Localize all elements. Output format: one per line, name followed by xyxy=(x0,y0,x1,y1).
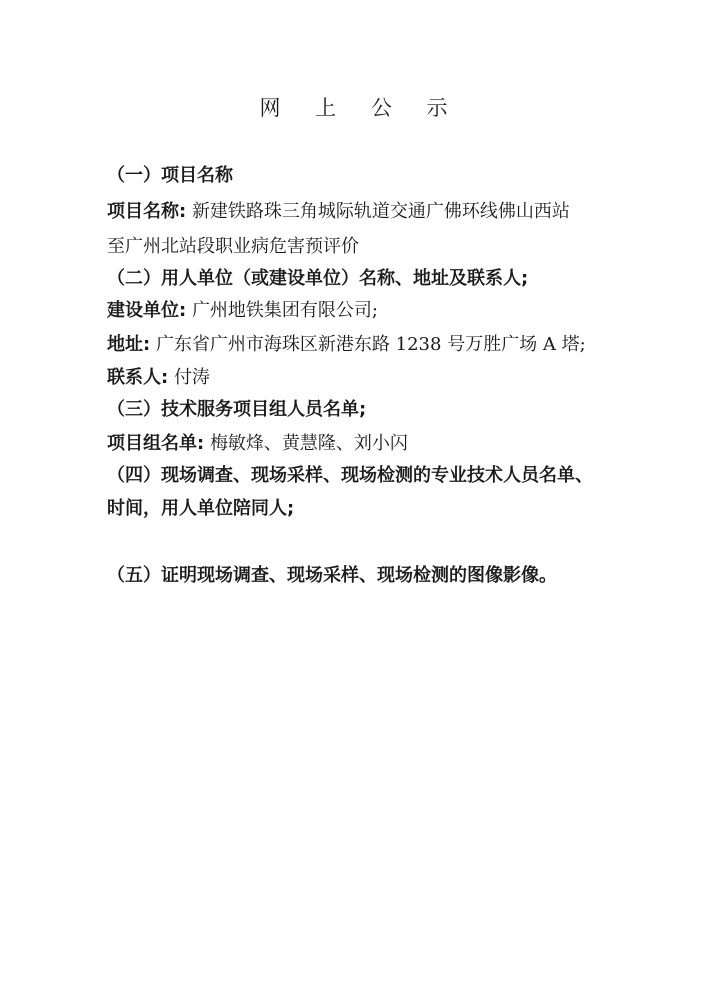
builder-value: 广州地铁集团有限公司; xyxy=(191,300,379,321)
contact-value: 付涛 xyxy=(173,367,210,388)
section-4-heading-line2: 时间，用人单位陪同人; xyxy=(107,498,295,519)
team-value: 梅敏烽、黄慧隆、刘小闪 xyxy=(209,433,408,454)
builder-row xyxy=(107,298,607,324)
section-5-heading: （五）证明现场调查、现场采样、现场检测的图像影像。 xyxy=(107,565,557,586)
address-row xyxy=(107,332,607,358)
contact-label: 联系人: xyxy=(107,367,169,388)
project-name-row xyxy=(107,199,607,225)
section-3-heading: （三）技术服务项目组人员名单; xyxy=(107,399,367,420)
page-title: 网 上 公 示 xyxy=(259,96,462,120)
builder-label: 建设单位: xyxy=(107,300,187,321)
address-label: 地址: xyxy=(107,334,151,355)
project-name-value-line2: 至广州北站段职业病危害预评价 xyxy=(107,236,359,257)
team-row xyxy=(107,431,607,457)
project-name-value-line1: 新建铁路珠三角城际轨道交通广佛环线佛山西站 xyxy=(191,201,570,222)
section-1-heading: （一）项目名称 xyxy=(107,165,233,186)
section-2-heading: （二）用人单位（或建设单位）名称、地址及联系人; xyxy=(107,268,529,289)
address-value: 广东省广州市海珠区新港东路 1238 号万胜广场 A 塔; xyxy=(155,334,586,355)
project-name-label: 项目名称: xyxy=(107,201,187,222)
team-label: 项目组名单: xyxy=(107,433,205,454)
section-4-heading-line1: （四）现场调查、现场采样、现场检测的专业技术人员名单、 xyxy=(107,465,593,486)
contact-row xyxy=(107,365,607,391)
